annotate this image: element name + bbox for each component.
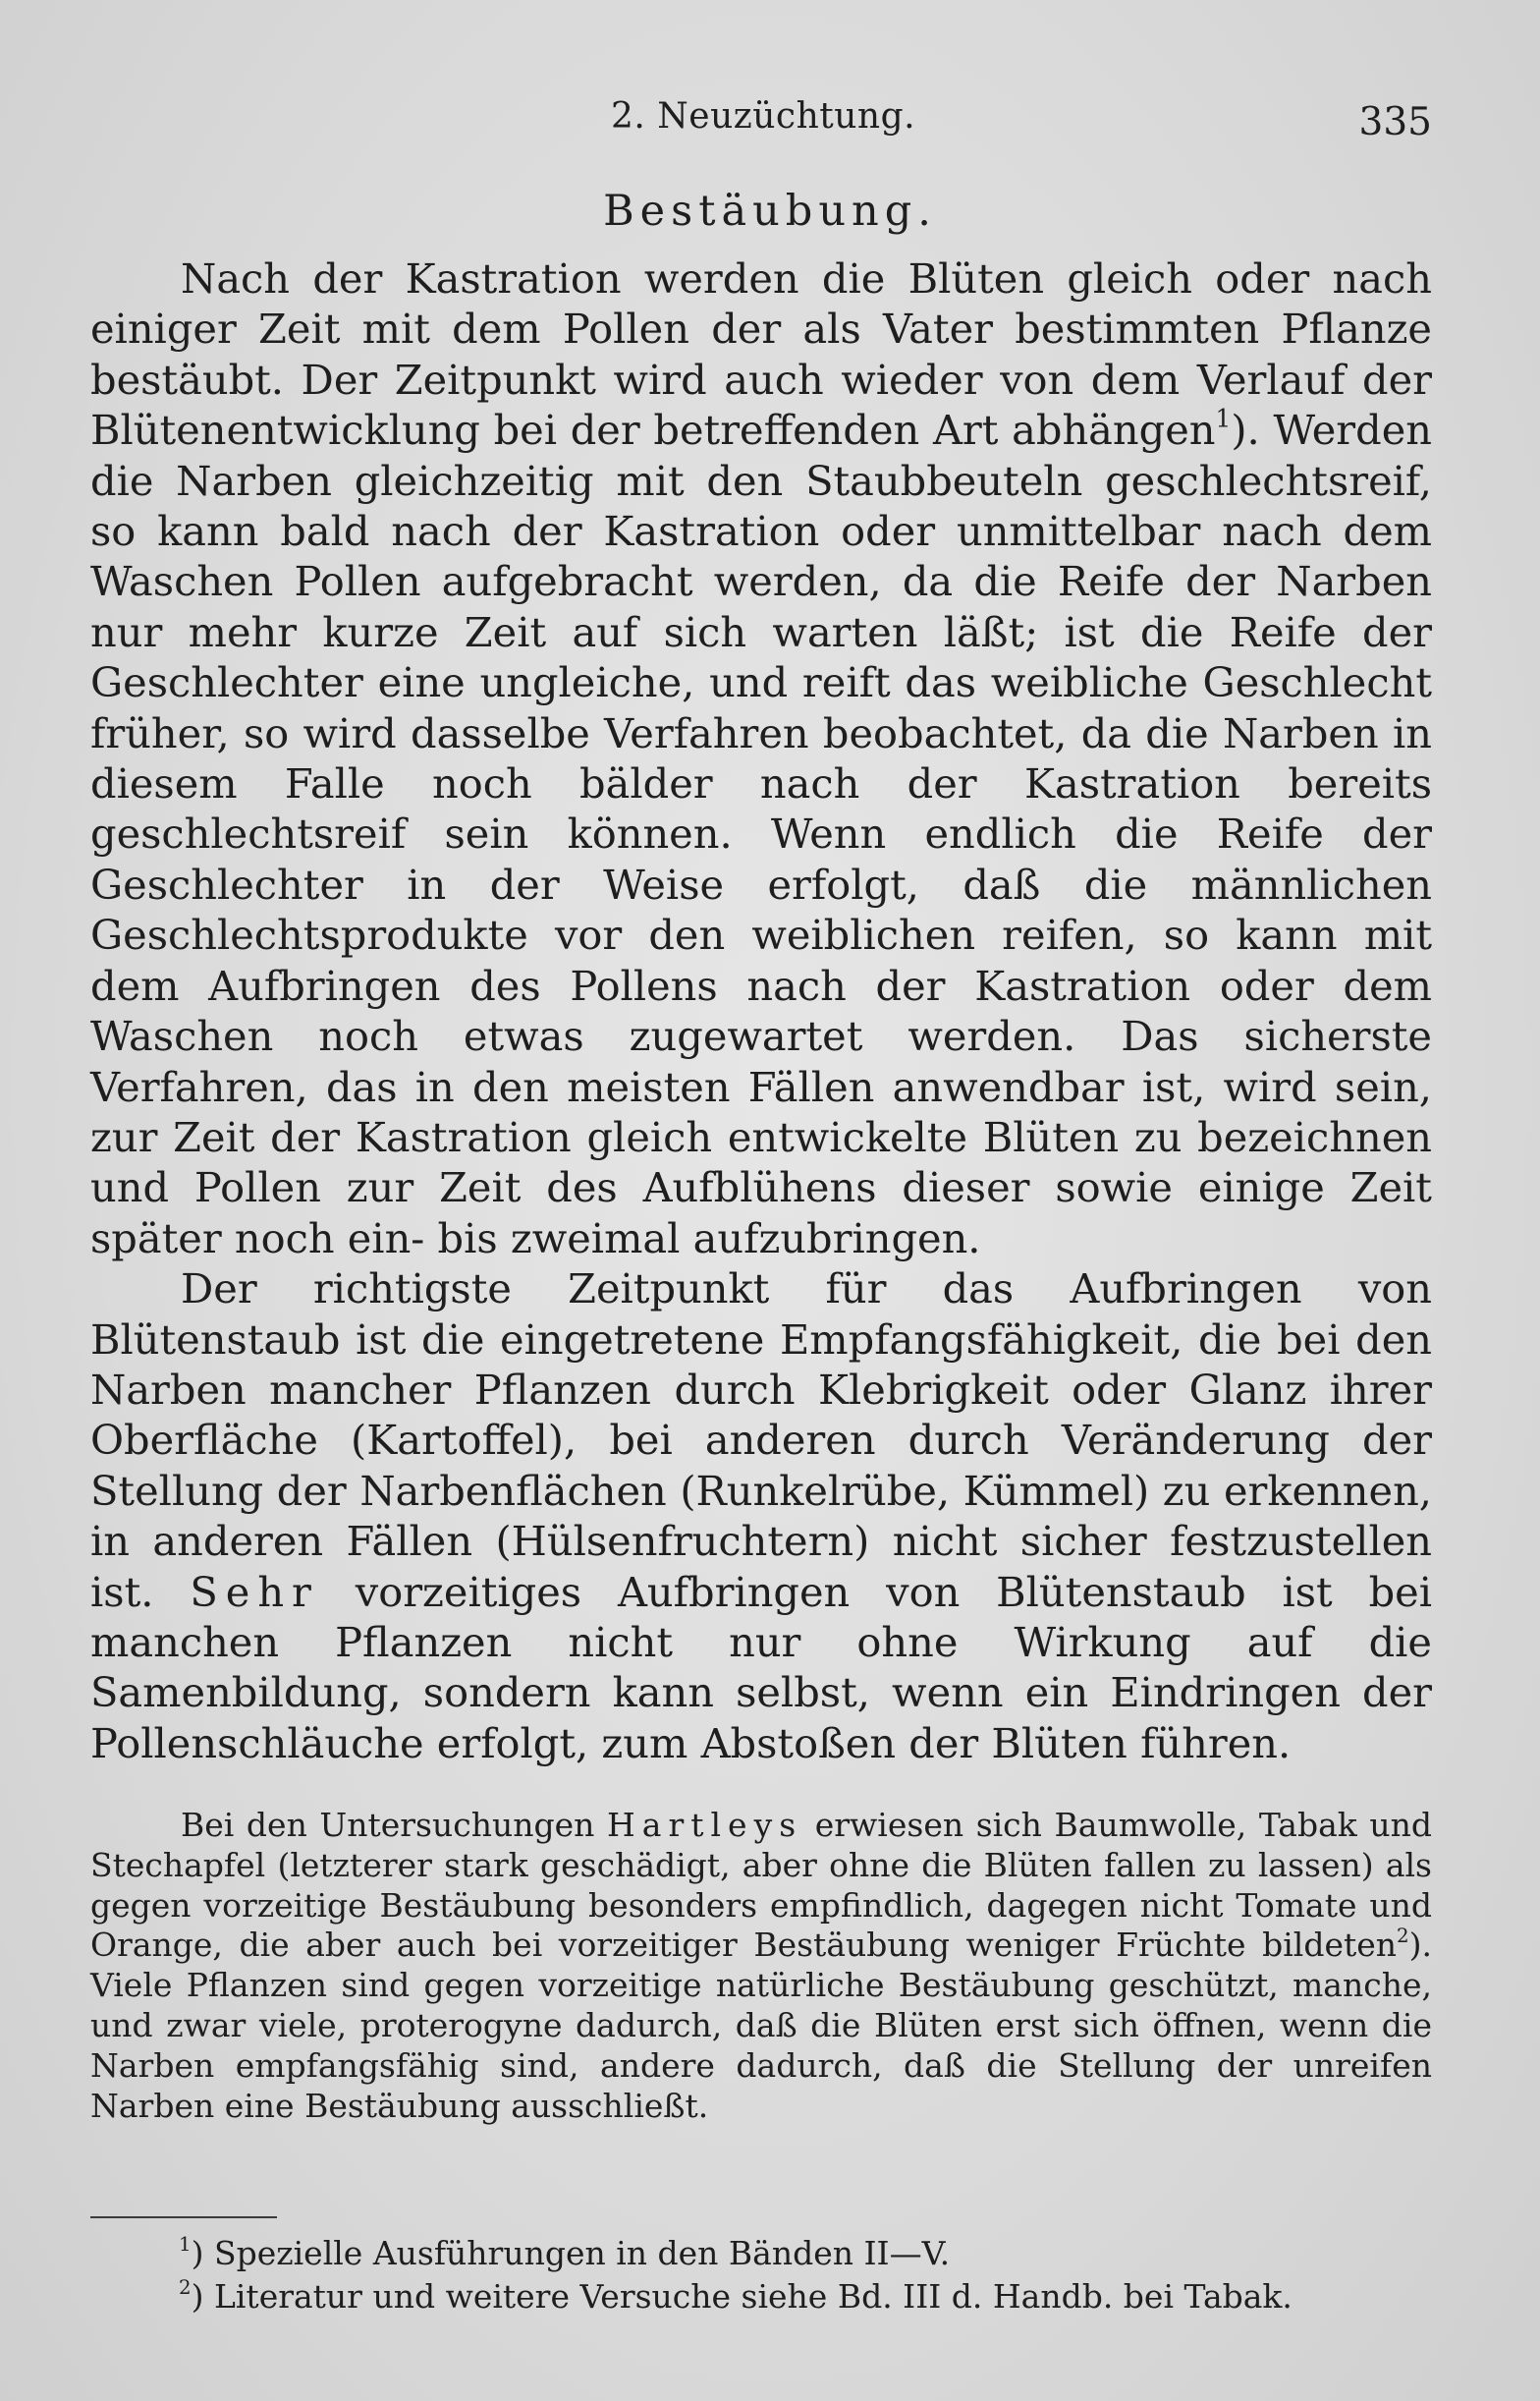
footnote-text: ) Spezielle Ausführungen in den Bänden II—V. bbox=[191, 2234, 951, 2272]
paragraph-text: Nach der Kastration werden die Blüten gleich oder nach einiger Zeit mit dem Pollen der als Vater bestimmten Pflanze bestäubt. Der Zeitpunkt wird auch wieder von dem Verlauf der Blütenentwicklung bei der betreffenden Art abhängen bbox=[90, 254, 1432, 455]
paragraph-receptivity bbox=[90, 1263, 1432, 1768]
paragraph-timing bbox=[90, 253, 1432, 1263]
paragraph-text: Der richtigste Zeitpunkt für das Aufbringen von Blütenstaub ist die eingetretene Empfangsfähigkeit, die bei den Narben mancher Pflanzen durch Klebrigkeit oder Glanz ihrer Oberfläche (Kartoffel), bei anderen durch Veränderung der Stellung der Narbenflächen (Runkelrübe, Kümmel) zu erkennen, in anderen Fällen (Hülsenfruchtern) nicht sicher festzustellen ist. bbox=[90, 1264, 1432, 1616]
section-title: Bestäubung. bbox=[603, 187, 937, 236]
paragraph-text: ). Werden die Narben gleichzeitig mit den Staubbeuteln geschlechtsreif, so kann bald nach der Kastration oder unmittelbar nach dem Waschen Pollen aufgebracht werden, da die Reife der Narben nur mehr kurze Zeit auf sich warten läßt; ist die Reife der Geschlechter eine ungleiche, und reift das weibliche Geschlecht früher, so wird dasselbe Verfahren beobachtet, da die Narben in diesem Falle noch bälder nach der Kastration bereits geschlechtsreif sein können. Wenn endlich die Reife der Geschlechter in der Weise erfolgt, daß die männlichen Geschlechtsprodukte vor den weiblichen reifen, so kann mit dem Aufbringen des Pollens nach der Kastration oder dem Waschen noch etwas zugewartet werden. Das sicherste Verfahren, das in den meisten Fällen anwendbar ist, wird sein, zur Zeit der Kastration gleich entwickelte Blüten zu bezeichnen und Pollen zur Zeit des Aufblühens dieser sowie einige Zeit später noch ein- bis zweimal aufzubringen. bbox=[90, 406, 1432, 1262]
page-header bbox=[90, 96, 1432, 155]
paragraph-text: erwiesen sich Baumwolle, Tabak und Stechapfel (letzterer stark geschädigt, aber ohne die Blüten fallen zu lassen) als gegen vorzeitige Bestäubung besonders empfindlich, dagegen nicht Tomate und Orange, die aber auch bei vorzeitiger Bestäubung weniger Früchte bildeten bbox=[90, 1806, 1432, 1965]
footnote-text: ) Literatur und weitere Versuche siehe Bd. III d. Handb. bei Tabak. bbox=[191, 2277, 1292, 2316]
emphasized-word: Sehr bbox=[190, 1567, 319, 1616]
footnote-ref[interactable]: 1 bbox=[1215, 404, 1232, 433]
footnote-divider bbox=[90, 2216, 277, 2218]
page-number: 335 bbox=[1358, 100, 1432, 144]
paragraph-text: vorzeitiges Aufbringen von Blütenstaub ist bei manchen Pflanzen nicht nur ohne Wirkung auf die Samenbildung, sondern kann selbst, wenn ein Eindringen der Pollenschläuche erfolgt, zum Abstoßen der Blüten führen. bbox=[90, 1567, 1432, 1767]
running-head: 2. Neuzüchtung. bbox=[611, 96, 916, 137]
paragraph-hartley bbox=[90, 1806, 1432, 2126]
footnote-ref[interactable]: 2 bbox=[1397, 1925, 1409, 1948]
footnote-2 bbox=[179, 2275, 1436, 2318]
footnote-1 bbox=[179, 2232, 1436, 2275]
main-text bbox=[90, 253, 1432, 1768]
footnote-marker: 1 bbox=[179, 2233, 192, 2257]
paragraph-text: Bei den Untersuchungen bbox=[181, 1806, 595, 1844]
footnotes bbox=[179, 2232, 1436, 2318]
paragraph-text: ). Viele Pflanzen sind gegen vorzeitige natürliche Bestäubung geschützt, manche, und zwar viele, proterogyne dadurch, daß die Blüten erst sich öffnen, wenn die Narben empfangsfähig sind, andere dadurch, daß die Stellung der unreifen Narben eine Bestäubung ausschließt. bbox=[90, 1926, 1432, 2125]
author-name: Hartleys bbox=[607, 1806, 803, 1844]
footnote-marker: 2 bbox=[179, 2276, 192, 2300]
small-print-note bbox=[90, 1806, 1432, 2126]
